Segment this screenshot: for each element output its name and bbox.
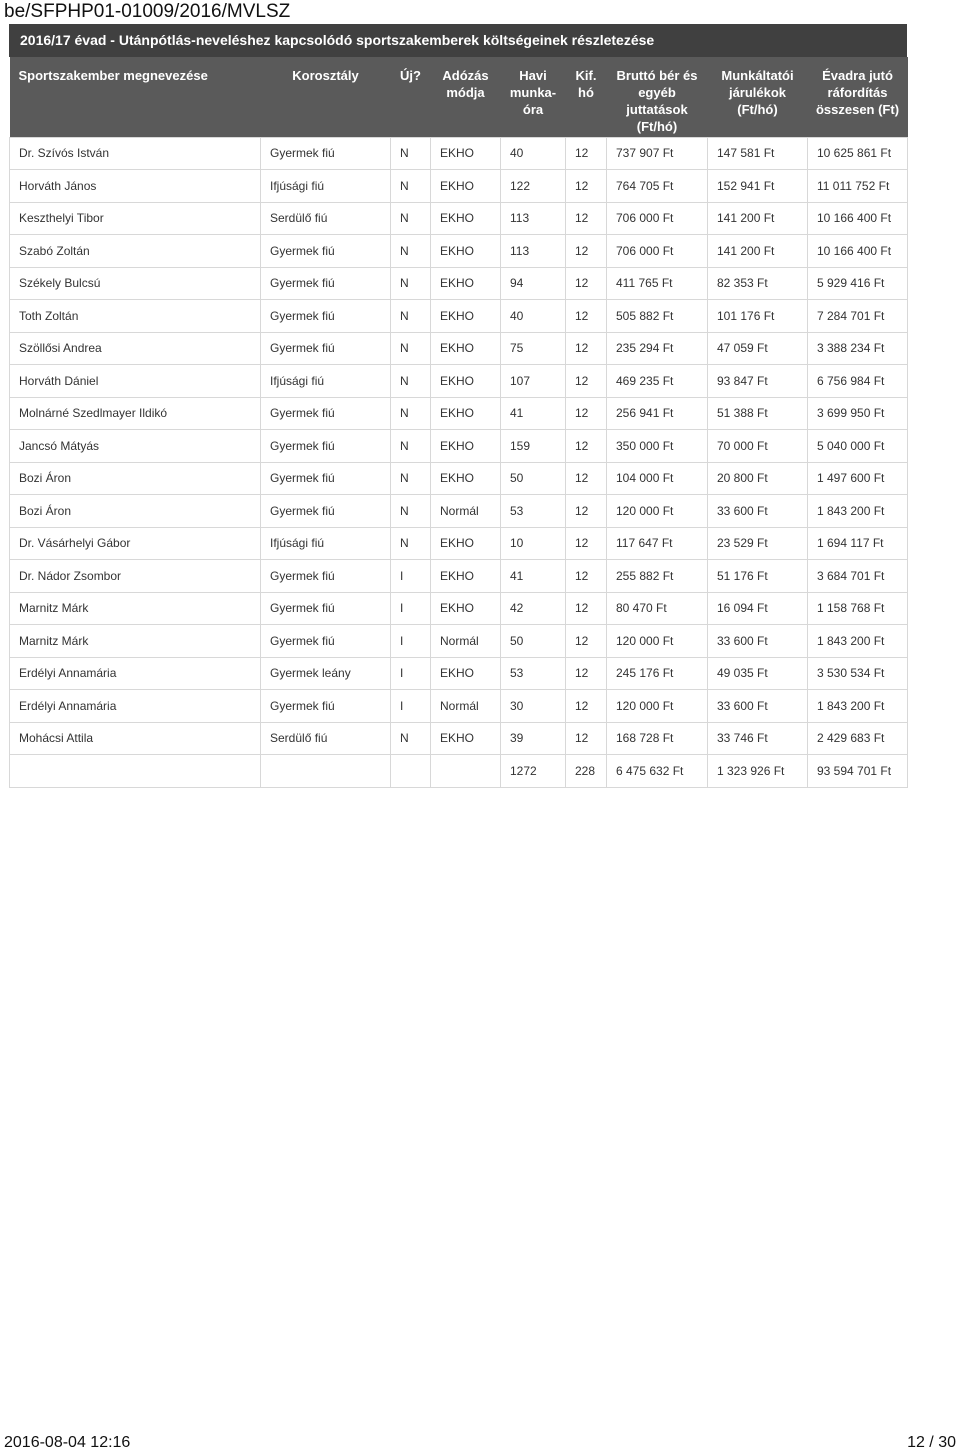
table-cell: 41 <box>501 560 566 593</box>
table-cell: Serdülő fiú <box>261 202 391 235</box>
table-cell: I <box>391 560 431 593</box>
table-cell: Szabó Zoltán <box>10 235 261 268</box>
table-row <box>10 137 908 170</box>
table-row <box>10 202 908 235</box>
table-cell: Normál <box>431 625 501 658</box>
table-cell: 12 <box>566 235 607 268</box>
table-cell: EKHO <box>431 332 501 365</box>
table-row <box>10 495 908 528</box>
table-cell: EKHO <box>431 267 501 300</box>
table-cell: 245 176 Ft <box>607 657 708 690</box>
table-cell: 1 158 768 Ft <box>808 592 908 625</box>
table-row <box>10 332 908 365</box>
table-cell: Dr. Vásárhelyi Gábor <box>10 527 261 560</box>
table-cell: Szöllősi Andrea <box>10 332 261 365</box>
table-row <box>10 657 908 690</box>
total-cell <box>261 755 391 788</box>
table-row <box>10 430 908 463</box>
table-cell: 12 <box>566 365 607 398</box>
table-cell: Gyermek fiú <box>261 462 391 495</box>
column-header: Munkáltatói járulékok (Ft/hó) <box>708 57 808 137</box>
table-cell: 12 <box>566 430 607 463</box>
table-cell: EKHO <box>431 170 501 203</box>
total-cell: 6 475 632 Ft <box>607 755 708 788</box>
table-cell: Gyermek fiú <box>261 430 391 463</box>
table-cell: 33 746 Ft <box>708 722 808 755</box>
table-cell: Gyermek fiú <box>261 560 391 593</box>
table-cell: Bozi Áron <box>10 462 261 495</box>
table-cell: I <box>391 592 431 625</box>
table-cell: 51 388 Ft <box>708 397 808 430</box>
table-cell: 3 530 534 Ft <box>808 657 908 690</box>
expense-table <box>9 57 908 788</box>
column-header: Kif. hó <box>566 57 607 137</box>
table-cell: N <box>391 462 431 495</box>
table-cell: Mohácsi Attila <box>10 722 261 755</box>
total-cell: 228 <box>566 755 607 788</box>
table-cell: 42 <box>501 592 566 625</box>
table-cell: EKHO <box>431 202 501 235</box>
column-header: Sportszakember megnevezése <box>10 57 261 137</box>
table-cell: EKHO <box>431 397 501 430</box>
column-header: Korosztály <box>261 57 391 137</box>
table-cell: N <box>391 495 431 528</box>
table-cell: Gyermek fiú <box>261 592 391 625</box>
table-cell: Jancsó Mátyás <box>10 430 261 463</box>
table-cell: 120 000 Ft <box>607 690 708 723</box>
table-cell: Horváth Dániel <box>10 365 261 398</box>
table-cell: Gyermek fiú <box>261 235 391 268</box>
table-cell: 10 166 400 Ft <box>808 235 908 268</box>
table-cell: 16 094 Ft <box>708 592 808 625</box>
table-cell: 50 <box>501 625 566 658</box>
table-cell: 1 497 600 Ft <box>808 462 908 495</box>
table-cell: EKHO <box>431 657 501 690</box>
table-row <box>10 592 908 625</box>
table-cell: 5 929 416 Ft <box>808 267 908 300</box>
table-cell: 12 <box>566 560 607 593</box>
table-cell: Horváth János <box>10 170 261 203</box>
table-cell: 12 <box>566 202 607 235</box>
table-cell: Marnitz Márk <box>10 625 261 658</box>
table-cell: EKHO <box>431 560 501 593</box>
table-row <box>10 560 908 593</box>
table-cell: 80 470 Ft <box>607 592 708 625</box>
table-cell: 49 035 Ft <box>708 657 808 690</box>
table-cell: 82 353 Ft <box>708 267 808 300</box>
table-cell: 120 000 Ft <box>607 625 708 658</box>
table-cell: Gyermek leány <box>261 657 391 690</box>
table-cell: 122 <box>501 170 566 203</box>
table-cell: EKHO <box>431 722 501 755</box>
table-cell: 1 843 200 Ft <box>808 690 908 723</box>
table-cell: N <box>391 527 431 560</box>
table-cell: 235 294 Ft <box>607 332 708 365</box>
table-cell: Gyermek fiú <box>261 267 391 300</box>
table-cell: 706 000 Ft <box>607 202 708 235</box>
table-title: 2016/17 évad - Utánpótlás-neveléshez kapcsolódó sportszakemberek költségeinek részletezése <box>9 24 907 57</box>
table-cell: 12 <box>566 625 607 658</box>
table-cell: 12 <box>566 332 607 365</box>
table-cell: 20 800 Ft <box>708 462 808 495</box>
table-cell: N <box>391 430 431 463</box>
table-cell: Erdélyi Annamária <box>10 690 261 723</box>
page-number: 12 / 30 <box>907 1434 956 1451</box>
table-cell: 12 <box>566 690 607 723</box>
table-cell: N <box>391 722 431 755</box>
table-cell: 255 882 Ft <box>607 560 708 593</box>
table-cell: 12 <box>566 657 607 690</box>
table-cell: 764 705 Ft <box>607 170 708 203</box>
table-cell: 51 176 Ft <box>708 560 808 593</box>
table-cell: 47 059 Ft <box>708 332 808 365</box>
table-row <box>10 267 908 300</box>
table-cell: 12 <box>566 462 607 495</box>
table-body <box>10 137 908 787</box>
table-cell: N <box>391 332 431 365</box>
column-header: Adózás módja <box>431 57 501 137</box>
table-cell: 706 000 Ft <box>607 235 708 268</box>
table-cell: 33 600 Ft <box>708 495 808 528</box>
table-cell: 33 600 Ft <box>708 690 808 723</box>
table-cell: Gyermek fiú <box>261 397 391 430</box>
total-cell: 1 323 926 Ft <box>708 755 808 788</box>
table-cell: I <box>391 690 431 723</box>
table-cell: 53 <box>501 495 566 528</box>
footer-timestamp: 2016-08-04 12:16 <box>4 1434 131 1451</box>
table-cell: 5 040 000 Ft <box>808 430 908 463</box>
table-row <box>10 625 908 658</box>
column-header: Havi munka- óra <box>501 57 566 137</box>
table-cell: EKHO <box>431 592 501 625</box>
total-cell: 93 594 701 Ft <box>808 755 908 788</box>
table-cell: Normál <box>431 690 501 723</box>
table-cell: 113 <box>501 202 566 235</box>
table-cell: Gyermek fiú <box>261 137 391 170</box>
table-cell: Ifjúsági fiú <box>261 365 391 398</box>
table-cell: Gyermek fiú <box>261 625 391 658</box>
table-cell: N <box>391 267 431 300</box>
table-cell: 469 235 Ft <box>607 365 708 398</box>
table-cell: 505 882 Ft <box>607 300 708 333</box>
table-cell: EKHO <box>431 365 501 398</box>
table-cell: 7 284 701 Ft <box>808 300 908 333</box>
table-cell: 12 <box>566 397 607 430</box>
table-cell: 107 <box>501 365 566 398</box>
table-cell: Erdélyi Annamária <box>10 657 261 690</box>
table-cell: 117 647 Ft <box>607 527 708 560</box>
table-cell: 6 756 984 Ft <box>808 365 908 398</box>
table-cell: 350 000 Ft <box>607 430 708 463</box>
table-cell: 12 <box>566 722 607 755</box>
table-cell: Dr. Nádor Zsombor <box>10 560 261 593</box>
table-cell: 10 <box>501 527 566 560</box>
table-cell: 737 907 Ft <box>607 137 708 170</box>
table-cell: 168 728 Ft <box>607 722 708 755</box>
table-cell: Keszthelyi Tibor <box>10 202 261 235</box>
table-cell: N <box>391 235 431 268</box>
table-cell: 120 000 Ft <box>607 495 708 528</box>
column-header: Bruttó bér és egyéb juttatások (Ft/hó) <box>607 57 708 137</box>
table-cell: 41 <box>501 397 566 430</box>
column-header: Új? <box>391 57 431 137</box>
table-cell: I <box>391 625 431 658</box>
table-cell: Marnitz Márk <box>10 592 261 625</box>
table-cell: 39 <box>501 722 566 755</box>
totals-row <box>10 755 908 788</box>
column-header: Évadra jutó ráfordítás összesen (Ft) <box>808 57 908 137</box>
table-cell: Dr. Szívós István <box>10 137 261 170</box>
table-cell: 159 <box>501 430 566 463</box>
table-cell: N <box>391 300 431 333</box>
table-cell: Székely Bulcsú <box>10 267 261 300</box>
table-row <box>10 365 908 398</box>
table-cell: 141 200 Ft <box>708 235 808 268</box>
table-cell: EKHO <box>431 300 501 333</box>
table-cell: 11 011 752 Ft <box>808 170 908 203</box>
table-cell: 33 600 Ft <box>708 625 808 658</box>
table-cell: 3 388 234 Ft <box>808 332 908 365</box>
total-cell <box>10 755 261 788</box>
table-cell: 75 <box>501 332 566 365</box>
table-cell: Toth Zoltán <box>10 300 261 333</box>
table-cell: 30 <box>501 690 566 723</box>
table-cell: EKHO <box>431 462 501 495</box>
table-cell: 10 166 400 Ft <box>808 202 908 235</box>
table-cell: Gyermek fiú <box>261 495 391 528</box>
table-cell: 104 000 Ft <box>607 462 708 495</box>
table-cell: 40 <box>501 300 566 333</box>
table-cell: 70 000 Ft <box>708 430 808 463</box>
table-cell: Molnárné Szedlmayer Ildikó <box>10 397 261 430</box>
table-cell: Bozi Áron <box>10 495 261 528</box>
table-cell: 12 <box>566 267 607 300</box>
table-cell: EKHO <box>431 137 501 170</box>
table-cell: 23 529 Ft <box>708 527 808 560</box>
table-cell: 152 941 Ft <box>708 170 808 203</box>
table-cell: 411 765 Ft <box>607 267 708 300</box>
total-cell <box>431 755 501 788</box>
table-row <box>10 170 908 203</box>
table-cell: 113 <box>501 235 566 268</box>
table-cell: 12 <box>566 300 607 333</box>
document-id: be/SFPHP01-01009/2016/MVLSZ <box>4 1 291 22</box>
table-cell: N <box>391 365 431 398</box>
table-row <box>10 722 908 755</box>
total-cell <box>391 755 431 788</box>
table-cell: EKHO <box>431 235 501 268</box>
table-cell: 101 176 Ft <box>708 300 808 333</box>
table-cell: 40 <box>501 137 566 170</box>
table-row <box>10 527 908 560</box>
table-cell: N <box>391 397 431 430</box>
table-cell: N <box>391 170 431 203</box>
table-cell: EKHO <box>431 527 501 560</box>
table-cell: N <box>391 137 431 170</box>
table-cell: 147 581 Ft <box>708 137 808 170</box>
table-cell: 3 699 950 Ft <box>808 397 908 430</box>
header-row <box>10 57 908 137</box>
table-cell: 1 843 200 Ft <box>808 495 908 528</box>
table-cell: 1 843 200 Ft <box>808 625 908 658</box>
table-cell: Ifjúsági fiú <box>261 170 391 203</box>
table-cell: Ifjúsági fiú <box>261 527 391 560</box>
table-row <box>10 397 908 430</box>
table-cell: 2 429 683 Ft <box>808 722 908 755</box>
table-cell: 50 <box>501 462 566 495</box>
table-cell: 93 847 Ft <box>708 365 808 398</box>
table-cell: 53 <box>501 657 566 690</box>
table-cell: 94 <box>501 267 566 300</box>
table-cell: 141 200 Ft <box>708 202 808 235</box>
table-cell: Gyermek fiú <box>261 690 391 723</box>
table-cell: 12 <box>566 527 607 560</box>
table-cell: 12 <box>566 495 607 528</box>
table-cell: 12 <box>566 170 607 203</box>
table-row <box>10 300 908 333</box>
table-cell: Normál <box>431 495 501 528</box>
table-cell: I <box>391 657 431 690</box>
table-row <box>10 462 908 495</box>
table-cell: Serdülő fiú <box>261 722 391 755</box>
table-cell: N <box>391 202 431 235</box>
table-cell: EKHO <box>431 430 501 463</box>
table-cell: Gyermek fiú <box>261 332 391 365</box>
table-cell: 12 <box>566 137 607 170</box>
table-row <box>10 235 908 268</box>
table-cell: 12 <box>566 592 607 625</box>
table-cell: 3 684 701 Ft <box>808 560 908 593</box>
table-cell: 10 625 861 Ft <box>808 137 908 170</box>
total-cell: 1272 <box>501 755 566 788</box>
table-cell: 1 694 117 Ft <box>808 527 908 560</box>
table-cell: 256 941 Ft <box>607 397 708 430</box>
table-cell: Gyermek fiú <box>261 300 391 333</box>
table-row <box>10 690 908 723</box>
